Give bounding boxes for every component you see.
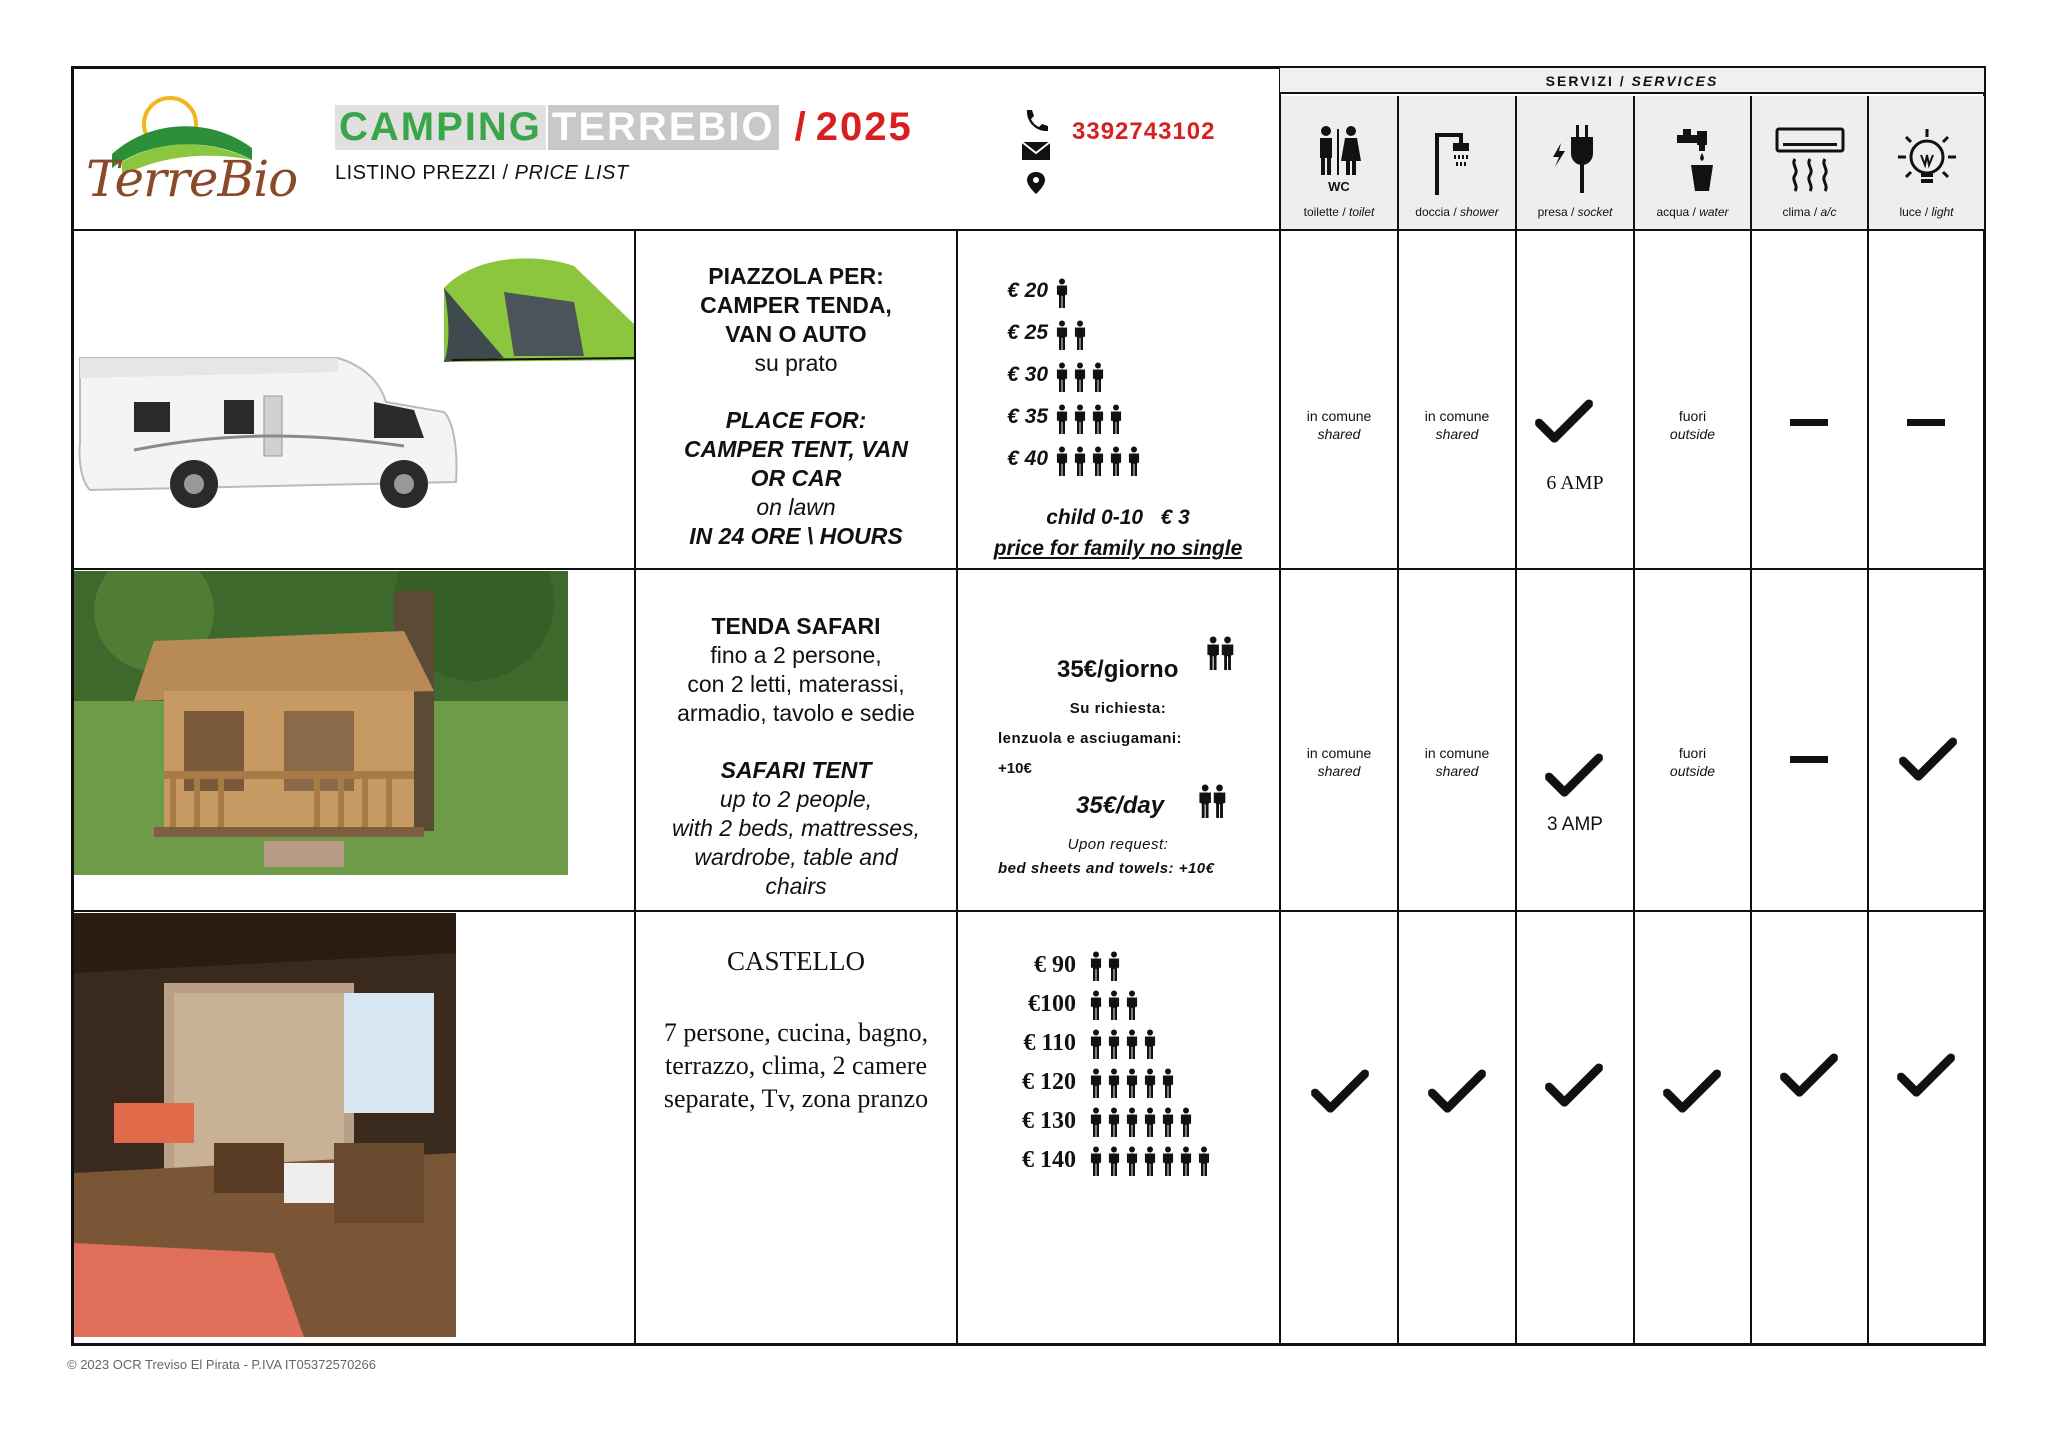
child-price: € 3	[1160, 506, 1190, 529]
row1-shower-shared: in comune shared	[1424, 408, 1490, 442]
service-label-shower: doccia / shower	[1415, 205, 1499, 219]
row1-family-note: price for family no single	[993, 537, 1243, 560]
service-label-socket: presa / socket	[1537, 205, 1613, 219]
price-row	[1000, 312, 1240, 354]
price-label: € 130	[1022, 1108, 1076, 1134]
footer-copyright: © 2023 OCR Treviso El Pirata - P.IVA IT05372570266	[67, 1357, 376, 1372]
dash-icon	[1790, 419, 1828, 426]
price-label: € 90	[1034, 952, 1076, 978]
phone-icon	[1027, 110, 1048, 131]
row1-title-en: PLACE FOR: CAMPER TENT, VAN OR CAR	[683, 407, 909, 491]
price-label: € 140	[1022, 1147, 1076, 1173]
check-icon	[1662, 1068, 1722, 1116]
row2-line-en: wardrobe, table and	[694, 844, 898, 870]
person-icon	[1144, 1107, 1156, 1137]
services-heading-it: SERVIZI	[1545, 73, 1614, 89]
toilet-icon	[1309, 125, 1369, 195]
person-icon	[1108, 1146, 1120, 1176]
person-icon	[1108, 1029, 1120, 1059]
subtitle-sep: /	[496, 162, 515, 184]
services-heading-en: SERVICES	[1631, 73, 1719, 89]
row2-line-it: armadio, tavolo e sedie	[677, 700, 915, 726]
person-icon	[1056, 362, 1068, 392]
service-label-water: acqua / water	[1656, 205, 1729, 219]
air-conditioner-icon	[1775, 125, 1845, 195]
person-icon	[1056, 446, 1068, 476]
row2-price-en: 35€/day	[1076, 792, 1165, 819]
row2-water-outside: fuori outside	[1669, 745, 1716, 779]
person-icon	[1108, 1107, 1120, 1137]
price-row	[1000, 270, 1240, 312]
price-row	[990, 985, 1270, 1024]
price-label: € 40	[1007, 447, 1048, 470]
svg-text:WC: WC	[1328, 179, 1350, 194]
person-icon	[1126, 1146, 1138, 1176]
row2-line-it: con 2 letti, materassi,	[687, 671, 905, 697]
row2-title-en: SAFARI TENT	[720, 757, 872, 783]
service-label-light: luce / light	[1899, 205, 1954, 219]
camper-and-tent-photo	[74, 232, 634, 568]
row2-line-en: chairs	[765, 873, 827, 899]
person-icon	[1090, 990, 1102, 1020]
grid-line	[71, 568, 1986, 570]
check-icon	[1898, 736, 1958, 784]
row2-line-en: with 2 beds, mattresses,	[672, 815, 920, 841]
socket-icon	[1545, 125, 1605, 195]
row2-description	[636, 612, 956, 901]
person-icon	[1110, 446, 1122, 476]
row2-title-it: TENDA SAFARI	[711, 613, 881, 639]
service-header-ac	[1752, 96, 1867, 229]
title-camping: CAMPING	[335, 105, 546, 150]
mail-icon	[1022, 142, 1050, 160]
price-label: € 110	[1023, 1030, 1076, 1056]
person-icon	[1090, 1146, 1102, 1176]
row1-sub-it: su prato	[754, 350, 838, 376]
price-label: € 20	[1007, 279, 1048, 302]
row2-extra-en: bed sheets and towels: +10€	[998, 860, 1215, 877]
price-label: € 30	[1007, 363, 1048, 386]
row2-extra-it: lenzuola e asciugamani:	[998, 730, 1183, 747]
row2-socket-amp: 3 AMP	[1547, 814, 1603, 835]
person-icon	[1090, 1107, 1102, 1137]
row2-request-it: Su richiesta:	[1069, 700, 1167, 717]
grid-line	[1279, 66, 1281, 1346]
price-row	[990, 1063, 1270, 1102]
check-icon	[1544, 752, 1604, 800]
person-icon	[1074, 362, 1086, 392]
row3-line: separate, Tv, zona pranzo	[663, 1084, 929, 1113]
child-label: child 0-10	[1046, 506, 1144, 529]
grid-line	[1750, 96, 1752, 1346]
service-header-socket	[1517, 96, 1633, 229]
person-icon	[1056, 278, 1068, 308]
person-icon	[1090, 1029, 1102, 1059]
grid-line	[1633, 96, 1635, 1346]
person-icon	[1126, 1068, 1138, 1098]
row2-shower-shared: in comune shared	[1424, 745, 1490, 779]
row1-hours: IN 24 ORE \ HOURS	[689, 523, 903, 549]
services-heading-sep: /	[1613, 73, 1632, 89]
person-icon	[1056, 404, 1068, 434]
price-row	[990, 946, 1270, 985]
person-icon	[1144, 1068, 1156, 1098]
person-icon	[1092, 362, 1104, 392]
page-title	[335, 104, 913, 150]
service-header-light	[1869, 96, 1984, 229]
grid-line	[71, 910, 1986, 912]
row2-toilet-shared: in comune shared	[1306, 745, 1372, 779]
person-icon	[1162, 1146, 1174, 1176]
person-icon	[1126, 1107, 1138, 1137]
person-icon	[1108, 1068, 1120, 1098]
person-icon	[1108, 951, 1120, 981]
person-icon	[1126, 990, 1138, 1020]
grid-line	[1515, 96, 1517, 1346]
price-label: € 120	[1022, 1069, 1076, 1095]
castle-interior-photo	[74, 913, 456, 1337]
check-icon	[1534, 398, 1594, 446]
row1-toilet-shared: in comune shared	[1306, 408, 1372, 442]
row1-price-list	[1000, 270, 1240, 480]
row1-socket-amp: 6 AMP	[1546, 472, 1604, 494]
person-icon	[1198, 1146, 1210, 1176]
person-icon	[1090, 951, 1102, 981]
grid-line	[956, 229, 958, 1346]
row2-price-it: 35€/giorno	[1057, 656, 1179, 683]
check-icon	[1427, 1068, 1487, 1116]
service-label-toilet: toilette / toilet	[1303, 205, 1375, 219]
person-icon	[1144, 1029, 1156, 1059]
row1-sub-en: on lawn	[756, 494, 836, 520]
title-terrebio: TERREBIO	[548, 105, 779, 150]
service-header-water	[1635, 96, 1750, 229]
service-header-shower	[1399, 96, 1515, 229]
person-icon	[1180, 1107, 1192, 1137]
person-icon	[1180, 1146, 1192, 1176]
shower-icon	[1427, 125, 1487, 195]
check-icon	[1544, 1062, 1604, 1110]
grid-line	[1867, 96, 1869, 1346]
two-persons-icon	[1196, 784, 1230, 818]
price-label: € 25	[1007, 321, 1048, 344]
row1-title-it: PIAZZOLA PER: CAMPER TENDA, VAN O AUTO	[700, 263, 892, 347]
two-persons-icon	[1204, 636, 1238, 670]
phone-number[interactable]: 3392743102	[1072, 118, 1216, 145]
row2-line-it: fino a 2 persone,	[710, 642, 882, 668]
price-row	[1000, 438, 1240, 480]
person-icon	[1144, 1146, 1156, 1176]
light-bulb-icon	[1892, 125, 1962, 195]
subtitle-it: LISTINO PREZZI	[335, 162, 497, 184]
price-row	[990, 1024, 1270, 1063]
row3-line: terrazzo, clima, 2 camere	[665, 1051, 927, 1080]
services-heading	[1280, 68, 1984, 94]
person-icon	[1092, 404, 1104, 434]
row3-line: 7 persone, cucina, bagno,	[663, 1018, 929, 1047]
dash-icon	[1790, 756, 1828, 763]
row2-request-en: Upon request:	[1067, 836, 1169, 853]
subtitle	[335, 162, 629, 185]
grid-line	[71, 229, 1986, 231]
price-row	[1000, 396, 1240, 438]
safari-tent-photo	[74, 571, 568, 875]
person-icon	[1074, 446, 1086, 476]
person-icon	[1108, 990, 1120, 1020]
subtitle-en: PRICE LIST	[514, 162, 629, 184]
title-separator: /	[794, 104, 806, 149]
person-icon	[1090, 1068, 1102, 1098]
price-row	[1000, 354, 1240, 396]
check-icon	[1310, 1068, 1370, 1116]
price-row	[990, 1141, 1270, 1180]
person-icon	[1126, 1029, 1138, 1059]
row3-price-list	[990, 946, 1270, 1180]
row1-child-price	[958, 506, 1278, 530]
check-icon	[1779, 1052, 1839, 1100]
person-icon	[1074, 320, 1086, 350]
service-label-ac: clima / a/c	[1782, 205, 1837, 219]
person-icon	[1162, 1068, 1174, 1098]
price-row	[990, 1102, 1270, 1141]
row3-title: CASTELLO	[727, 946, 865, 976]
price-label: € 35	[1007, 405, 1048, 428]
row3-description	[636, 1016, 956, 1115]
person-icon	[1162, 1107, 1174, 1137]
row1-water-outside: fuori outside	[1669, 408, 1716, 442]
row1-description	[636, 262, 956, 551]
contact-icons	[1018, 108, 1054, 194]
price-label: €100	[1028, 991, 1076, 1017]
service-header-toilet	[1281, 96, 1397, 229]
title-year: 2025	[815, 104, 913, 149]
row2-line-en: up to 2 people,	[719, 786, 873, 812]
check-icon	[1896, 1052, 1956, 1100]
water-icon	[1663, 125, 1723, 195]
person-icon	[1056, 320, 1068, 350]
person-icon	[1128, 446, 1140, 476]
row2-extra-it-price: +10€	[998, 760, 1032, 777]
dash-icon	[1907, 419, 1945, 426]
location-pin-icon	[1027, 172, 1045, 194]
logo-text: TerreBio	[86, 150, 298, 208]
grid-line	[1397, 96, 1399, 1346]
person-icon	[1110, 404, 1122, 434]
person-icon	[1074, 404, 1086, 434]
person-icon	[1092, 446, 1104, 476]
